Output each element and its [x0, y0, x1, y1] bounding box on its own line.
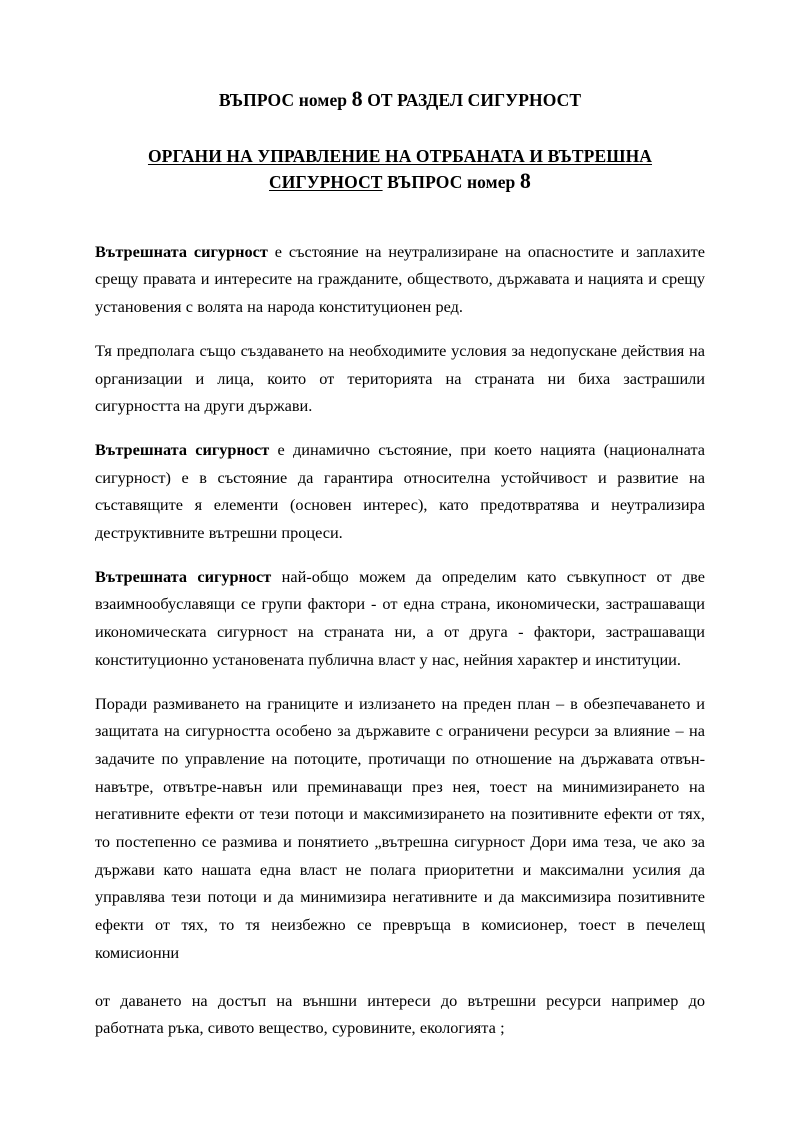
document-body — [95, 238, 705, 1042]
title-segment-nomer: номер — [298, 90, 348, 110]
document-content — [95, 0, 705, 1042]
paragraph-4-lead: Вътрешната сигурност — [95, 566, 272, 586]
paragraph-1-lead: Вътрешната сигурност — [95, 241, 268, 261]
title-segment-vopros: ВЪПРОС — [218, 90, 295, 110]
document-heading-block — [95, 0, 705, 196]
subtitle-segment-vopros: ВЪПРОС — [387, 172, 463, 193]
subtitle-underlined-text: ОРГАНИ НА УПРАВЛЕНИЕ НА ОТРБАНАТА И ВЪТРЕШНА — [147, 145, 653, 166]
title-segment-razdel: ОТ РАЗДЕЛ СИГУРНОСТ — [367, 90, 582, 110]
paragraph-4-text: най-общо можем да определим като съвкупност от две взаимнообуславящи се групи фактори - от една страна, икономически, застрашаващи икономическата сигурност на страната ни, а от друга - фактори, застрашаващи конституционно установената публична власт у нас, нейния характер и институции. — [95, 566, 705, 669]
subtitle-underlined-sigurnost: СИГУРНОСТ — [269, 172, 383, 193]
paragraph-1 — [95, 238, 705, 321]
paragraph-3 — [95, 436, 705, 547]
subtitle-segment-nomer: номер — [466, 172, 516, 193]
paragraph-1-text: е състояние на неутрализиране на опасностите и заплахите срещу правата и интересите на гражданите, обществото, държавата и нацията и срещу установения с волята на народа конституционен ред. — [95, 241, 705, 317]
paragraph-4 — [95, 563, 705, 674]
paragraph-5 — [95, 690, 705, 967]
paragraph-2-text: Тя предполага също създаването на необходимите условия за недопускане действия на организации и лица, които от територията на страната ни биха застрашили сигурността на други държави. — [95, 340, 705, 416]
paragraph-6 — [95, 987, 705, 1042]
page-title-line-3 — [95, 169, 705, 196]
subtitle-question-number: 8 — [519, 168, 531, 194]
paragraph-6-text: от даването на достъп на външни интереси до вътрешни ресурси например до работната ръка, сивото вещество, суровините, екологията ; — [95, 990, 705, 1038]
paragraph-2 — [95, 337, 705, 420]
paragraph-3-text: е динамично състояние, при което нацията (националната сигурност) е в състояние да гарантира относителна устойчивост и развитие на съставящите я елементи (основен интерес), като предотвратява и неутрализира деструктивните вътрешни процеси. — [95, 439, 705, 543]
paragraph-5-text: Поради размиването на границите и излизането на преден план – в обезпечаването и защитата на сигурността особено за държавите с ограничени ресурси за влияние – на задачите по управление на потоците, протичащи по отношение на държавата отвън-навътре, отвътре-навън или преминаващи през нея, тоест на минимизирането на негативните ефекти от тези потоци и максимизирането на позитивните ефекти от тях, то постепенно се размива и понятието „вътрешна сигурност Дори има теза, че ако за държави като нашата една власт не полага приоритетни и максимални усилия да управлява тези потоци и да минимизира негативните и да максимизира позитивните ефекти от тях, то тя неизбежно се превръща в комисионер, тоест в печелещ комисионни — [95, 693, 705, 962]
paragraph-3-lead: Вътрешната сигурност — [95, 439, 270, 459]
page-title-line-2 — [95, 143, 705, 170]
title-question-number: 8 — [351, 86, 363, 111]
page-title-line-1 — [95, 86, 705, 111]
